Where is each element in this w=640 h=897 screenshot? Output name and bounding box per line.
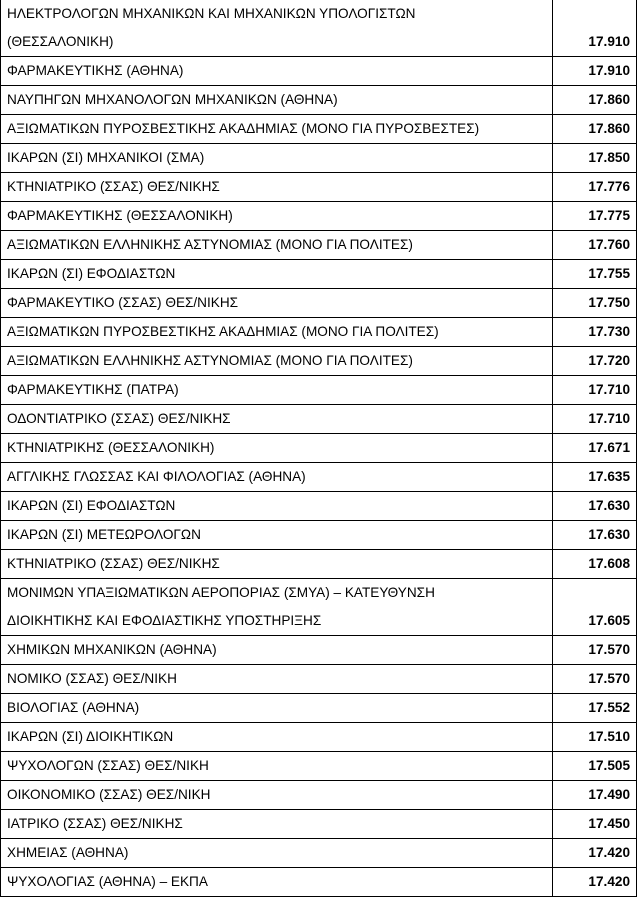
table-row — [1, 173, 637, 202]
score-cell: 17.720 — [553, 347, 637, 376]
score-cell: 17.760 — [553, 231, 637, 260]
department-name-cell — [1, 376, 553, 405]
department-name-line: ΑΞΙΩΜΑΤΙΚΩΝ ΠΥΡΟΣΒΕΣΤΙΚΗΣ ΑΚΑΔΗΜΙΑΣ (ΜΟΝΟ ΓΙΑ ΠΥΡΟΣΒΕΣΤΕΣ) — [7, 121, 480, 136]
department-name-line: ΙΚΑΡΩΝ (ΣΙ) ΕΦΟΔΙΑΣΤΩΝ — [7, 498, 176, 513]
department-name-line: ΚΤΗΝΙΑΤΡΙΚΗΣ (ΘΕΣΣΑΛΟΝΙΚΗ) — [7, 440, 215, 455]
department-name-line: ΑΞΙΩΜΑΤΙΚΩΝ ΠΥΡΟΣΒΕΣΤΙΚΗΣ ΑΚΑΔΗΜΙΑΣ (ΜΟΝΟ ΓΙΑ ΠΟΛΙΤΕΣ) — [7, 324, 439, 339]
table-row — [1, 550, 637, 579]
department-name-cell — [1, 868, 553, 897]
department-name-cell — [1, 463, 553, 492]
department-name-line: ΚΤΗΝΙΑΤΡΙΚΟ (ΣΣΑΣ) ΘΕΣ/ΝΙΚΗΣ — [7, 179, 220, 194]
table-row — [1, 463, 637, 492]
department-name-cell — [1, 579, 553, 636]
score-cell: 17.710 — [553, 376, 637, 405]
department-name-line: ΨΥΧΟΛΟΓΩΝ (ΣΣΑΣ) ΘΕΣ/ΝΙΚΗ — [7, 758, 209, 773]
department-name-cell — [1, 260, 553, 289]
table-row — [1, 318, 637, 347]
department-name-cell — [1, 173, 553, 202]
table-row — [1, 376, 637, 405]
department-name-cell — [1, 86, 553, 115]
score-cell: 17.710 — [553, 405, 637, 434]
table-row — [1, 492, 637, 521]
department-name-line: ΜΟΝΙΜΩΝ ΥΠΑΞΙΩΜΑΤΙΚΩΝ ΑΕΡΟΠΟΡΙΑΣ (ΣΜΥΑ) – ΚΑΤΕΥΘΥΝΣΗ — [7, 585, 435, 600]
score-cell: 17.755 — [553, 260, 637, 289]
department-name-line: ΙΑΤΡΙΚΟ (ΣΣΑΣ) ΘΕΣ/ΝΙΚΗΣ — [7, 816, 183, 831]
score-cell: 17.552 — [553, 694, 637, 723]
score-cell: 17.860 — [553, 115, 637, 144]
score-cell: 17.570 — [553, 636, 637, 665]
department-name-line: ΙΚΑΡΩΝ (ΣΙ) ΜΕΤΕΩΡΟΛΟΓΩΝ — [7, 527, 201, 542]
department-name-cell — [1, 636, 553, 665]
department-name-line: ΙΚΑΡΩΝ (ΣΙ) ΕΦΟΔΙΑΣΤΩΝ — [7, 266, 176, 281]
department-name-cell — [1, 781, 553, 810]
department-name-cell — [1, 550, 553, 579]
department-name-cell — [1, 521, 553, 550]
table-row — [1, 231, 637, 260]
department-name-line: ΦΑΡΜΑΚΕΥΤΙΚΟ (ΣΣΑΣ) ΘΕΣ/ΝΙΚΗΣ — [7, 295, 239, 310]
department-name-cell — [1, 115, 553, 144]
score-cell: 17.490 — [553, 781, 637, 810]
score-cell: 17.510 — [553, 723, 637, 752]
department-name-line: ΒΙΟΛΟΓΙΑΣ (ΑΘΗΝΑ) — [7, 700, 140, 715]
table-row — [1, 57, 637, 86]
department-name-cell — [1, 57, 553, 86]
table-row — [1, 86, 637, 115]
department-name-line: ΔΙΟΙΚΗΤΙΚΗΣ ΚΑΙ ΕΦΟΔΙΑΣΤΙΚΗΣ ΥΠΟΣΤΗΡΙΞΗΣ — [7, 613, 322, 628]
score-cell: 17.450 — [553, 810, 637, 839]
score-cell: 17.420 — [553, 839, 637, 868]
department-name-cell — [1, 0, 553, 57]
department-name-line: ΑΞΙΩΜΑΤΙΚΩΝ ΕΛΛΗΝΙΚΗΣ ΑΣΤΥΝΟΜΙΑΣ (ΜΟΝΟ ΓΙΑ ΠΟΛΙΤΕΣ) — [7, 237, 413, 252]
department-name-line: ΨΥΧΟΛΟΓΙΑΣ (ΑΘΗΝΑ) – ΕΚΠΑ — [7, 874, 208, 889]
table-row — [1, 723, 637, 752]
department-name-line: ΧΗΜΙΚΩΝ ΜΗΧΑΝΙΚΩΝ (ΑΘΗΝΑ) — [7, 642, 217, 657]
department-name-line: ΦΑΡΜΑΚΕΥΤΙΚΗΣ (ΑΘΗΝΑ) — [7, 63, 184, 78]
department-name-cell — [1, 723, 553, 752]
score-cell: 17.605 — [553, 579, 637, 636]
table-row — [1, 347, 637, 376]
department-name-line: ΑΓΓΛΙΚΗΣ ΓΛΩΣΣΑΣ ΚΑΙ ΦΙΛΟΛΟΓΙΑΣ (ΑΘΗΝΑ) — [7, 469, 306, 484]
score-cell: 17.630 — [553, 521, 637, 550]
score-cell: 17.775 — [553, 202, 637, 231]
scores-table-body — [1, 0, 637, 897]
table-row — [1, 521, 637, 550]
table-row — [1, 144, 637, 173]
table-row — [1, 694, 637, 723]
department-name-line: ΝΟΜΙΚΟ (ΣΣΑΣ) ΘΕΣ/ΝΙΚΗ — [7, 671, 177, 686]
score-cell: 17.608 — [553, 550, 637, 579]
table-row — [1, 665, 637, 694]
department-name-cell — [1, 665, 553, 694]
table-row — [1, 810, 637, 839]
table-row — [1, 289, 637, 318]
table-row — [1, 260, 637, 289]
score-cell: 17.505 — [553, 752, 637, 781]
table-row — [1, 115, 637, 144]
table-row — [1, 781, 637, 810]
score-cell: 17.750 — [553, 289, 637, 318]
department-name-line: ΦΑΡΜΑΚΕΥΤΙΚΗΣ (ΘΕΣΣΑΛΟΝΙΚΗ) — [7, 208, 233, 223]
score-cell: 17.910 — [553, 57, 637, 86]
score-cell: 17.860 — [553, 86, 637, 115]
score-cell: 17.730 — [553, 318, 637, 347]
department-name-line: ΦΑΡΜΑΚΕΥΤΙΚΗΣ (ΠΑΤΡΑ) — [7, 382, 179, 397]
score-cell: 17.635 — [553, 463, 637, 492]
department-name-cell — [1, 144, 553, 173]
department-name-line: ΚΤΗΝΙΑΤΡΙΚΟ (ΣΣΑΣ) ΘΕΣ/ΝΙΚΗΣ — [7, 556, 220, 571]
department-name-line: ΧΗΜΕΙΑΣ (ΑΘΗΝΑ) — [7, 845, 129, 860]
department-name-cell — [1, 752, 553, 781]
department-name-line: ΟΙΚΟΝΟΜΙΚΟ (ΣΣΑΣ) ΘΕΣ/ΝΙΚΗ — [7, 787, 211, 802]
department-name-line: ΗΛΕΚΤΡΟΛΟΓΩΝ ΜΗΧΑΝΙΚΩΝ ΚΑΙ ΜΗΧΑΝΙΚΩΝ ΥΠΟΛΟΓΙΣΤΩΝ — [7, 6, 416, 21]
score-cell: 17.570 — [553, 665, 637, 694]
department-name-cell — [1, 318, 553, 347]
table-row — [1, 636, 637, 665]
score-cell: 17.850 — [553, 144, 637, 173]
department-name-cell — [1, 492, 553, 521]
table-row — [1, 752, 637, 781]
score-cell: 17.910 — [553, 0, 637, 57]
department-name-line: ΙΚΑΡΩΝ (ΣΙ) ΜΗΧΑΝΙΚΟΙ (ΣΜΑ) — [7, 150, 205, 165]
department-name-cell — [1, 289, 553, 318]
table-row — [1, 405, 637, 434]
score-cell: 17.420 — [553, 868, 637, 897]
department-name-cell — [1, 810, 553, 839]
table-row — [1, 868, 637, 897]
score-cell: 17.630 — [553, 492, 637, 521]
table-row — [1, 0, 637, 57]
department-name-line: ΝΑΥΠΗΓΩΝ ΜΗΧΑΝΟΛΟΓΩΝ ΜΗΧΑΝΙΚΩΝ (ΑΘΗΝΑ) — [7, 92, 338, 107]
department-name-cell — [1, 434, 553, 463]
department-name-line: ΟΔΟΝΤΙΑΤΡΙΚΟ (ΣΣΑΣ) ΘΕΣ/ΝΙΚΗΣ — [7, 411, 231, 426]
table-row — [1, 434, 637, 463]
department-name-cell — [1, 694, 553, 723]
department-name-cell — [1, 839, 553, 868]
score-cell: 17.671 — [553, 434, 637, 463]
department-name-cell — [1, 405, 553, 434]
department-name-line: ΙΚΑΡΩΝ (ΣΙ) ΔΙΟΙΚΗΤΙΚΩΝ — [7, 729, 174, 744]
score-cell: 17.776 — [553, 173, 637, 202]
table-row — [1, 839, 637, 868]
department-name-cell — [1, 347, 553, 376]
department-name-cell — [1, 202, 553, 231]
department-name-line: ΑΞΙΩΜΑΤΙΚΩΝ ΕΛΛΗΝΙΚΗΣ ΑΣΤΥΝΟΜΙΑΣ (ΜΟΝΟ ΓΙΑ ΠΟΛΙΤΕΣ) — [7, 353, 413, 368]
department-name-line: (ΘΕΣΣΑΛΟΝΙΚΗ) — [7, 34, 114, 49]
table-row — [1, 202, 637, 231]
department-name-cell — [1, 231, 553, 260]
table-row — [1, 579, 637, 636]
